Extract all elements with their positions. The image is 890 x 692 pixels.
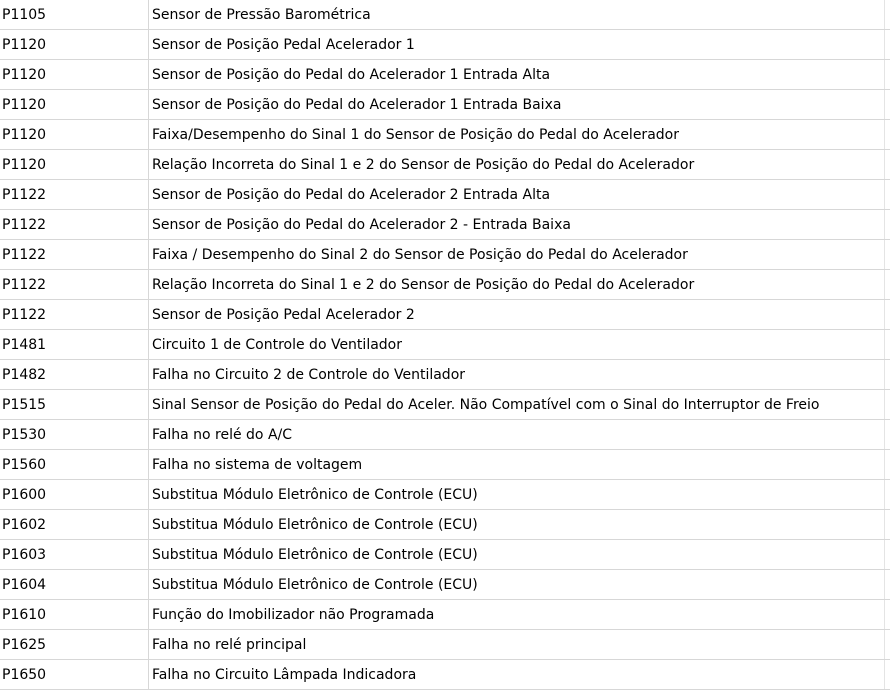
description-cell: Sensor de Posição do Pedal do Acelerador 2 - Entrada Baixa: [152, 217, 571, 233]
column-divider: [148, 270, 149, 299]
column-divider: [148, 510, 149, 539]
table-right-border: [884, 330, 885, 359]
table-row: [0, 90, 890, 120]
column-divider: [148, 630, 149, 659]
table-right-border: [884, 630, 885, 659]
description-cell: Sensor de Posição do Pedal do Acelerador 1 Entrada Baixa: [152, 97, 562, 113]
table-row: [0, 570, 890, 600]
code-cell: P1515: [2, 397, 47, 413]
description-cell: Sensor de Posição do Pedal do Acelerador 1 Entrada Alta: [152, 67, 551, 83]
table-row: [0, 660, 890, 690]
description-cell: Sensor de Posição Pedal Acelerador 1: [152, 37, 415, 53]
table-row: [0, 0, 890, 30]
description-cell: Sensor de Posição do Pedal do Acelerador 2 Entrada Alta: [152, 187, 551, 203]
column-divider: [148, 390, 149, 419]
code-cell: P1481: [2, 337, 47, 353]
column-divider: [148, 540, 149, 569]
table-right-border: [884, 450, 885, 479]
code-cell: P1122: [2, 187, 47, 203]
description-cell: Função do Imobilizador não Programada: [152, 607, 435, 623]
description-cell: Substitua Módulo Eletrônico de Controle (ECU): [152, 487, 478, 503]
code-cell: P1122: [2, 277, 47, 293]
table-row: [0, 330, 890, 360]
table-row: [0, 390, 890, 420]
description-cell: Faixa / Desempenho do Sinal 2 do Sensor de Posição do Pedal do Acelerador: [152, 247, 688, 263]
column-divider: [148, 60, 149, 89]
table-row: [0, 240, 890, 270]
code-cell: P1650: [2, 667, 47, 683]
description-cell: Substitua Módulo Eletrônico de Controle (ECU): [152, 577, 478, 593]
table-right-border: [884, 180, 885, 209]
code-cell: P1603: [2, 547, 47, 563]
column-divider: [148, 0, 149, 29]
description-cell: Falha no relé principal: [152, 637, 307, 653]
table-right-border: [884, 360, 885, 389]
code-cell: P1105: [2, 7, 47, 23]
table-right-border: [884, 90, 885, 119]
description-cell: Relação Incorreta do Sinal 1 e 2 do Sensor de Posição do Pedal do Acelerador: [152, 157, 695, 173]
code-cell: P1600: [2, 487, 47, 503]
table-row: [0, 270, 890, 300]
table-row: [0, 630, 890, 660]
code-cell: P1120: [2, 37, 47, 53]
column-divider: [148, 300, 149, 329]
table-right-border: [884, 120, 885, 149]
code-cell: P1560: [2, 457, 47, 473]
code-cell: P1610: [2, 607, 47, 623]
description-cell: Substitua Módulo Eletrônico de Controle (ECU): [152, 517, 478, 533]
column-divider: [148, 480, 149, 509]
table-right-border: [884, 540, 885, 569]
column-divider: [148, 90, 149, 119]
table-right-border: [884, 300, 885, 329]
column-divider: [148, 330, 149, 359]
table-right-border: [884, 240, 885, 269]
table-right-border: [884, 600, 885, 629]
table-row: [0, 600, 890, 630]
column-divider: [148, 30, 149, 59]
table-row: [0, 450, 890, 480]
description-cell: Relação Incorreta do Sinal 1 e 2 do Sensor de Posição do Pedal do Acelerador: [152, 277, 695, 293]
code-cell: P1625: [2, 637, 47, 653]
code-cell: P1530: [2, 427, 47, 443]
column-divider: [148, 180, 149, 209]
column-divider: [148, 150, 149, 179]
table-right-border: [884, 210, 885, 239]
code-cell: P1482: [2, 367, 47, 383]
code-cell: P1120: [2, 67, 47, 83]
description-cell: Falha no Circuito Lâmpada Indicadora: [152, 667, 417, 683]
table-row: [0, 150, 890, 180]
description-cell: Sinal Sensor de Posição do Pedal do Aceler. Não Compatível com o Sinal do Interruptor de Freio: [152, 397, 820, 413]
description-cell: Sensor de Pressão Barométrica: [152, 7, 371, 23]
code-cell: P1120: [2, 157, 47, 173]
table-row: [0, 420, 890, 450]
table-row: [0, 510, 890, 540]
table-right-border: [884, 510, 885, 539]
table-row: [0, 480, 890, 510]
column-divider: [148, 360, 149, 389]
description-cell: Circuito 1 de Controle do Ventilador: [152, 337, 402, 353]
column-divider: [148, 450, 149, 479]
table-right-border: [884, 420, 885, 449]
table-right-border: [884, 150, 885, 179]
table-row: [0, 60, 890, 90]
code-cell: P1122: [2, 307, 47, 323]
code-cell: P1122: [2, 247, 47, 263]
code-cell: P1602: [2, 517, 47, 533]
table-right-border: [884, 390, 885, 419]
description-cell: Substitua Módulo Eletrônico de Controle (ECU): [152, 547, 478, 563]
table-row: [0, 360, 890, 390]
column-divider: [148, 660, 149, 689]
table-right-border: [884, 270, 885, 299]
column-divider: [148, 600, 149, 629]
column-divider: [148, 210, 149, 239]
table-right-border: [884, 570, 885, 599]
table-right-border: [884, 660, 885, 689]
table-row: [0, 180, 890, 210]
description-cell: Falha no relé do A/C: [152, 427, 293, 443]
column-divider: [148, 240, 149, 269]
column-divider: [148, 120, 149, 149]
code-cell: P1122: [2, 217, 47, 233]
table-row: [0, 300, 890, 330]
description-cell: Sensor de Posição Pedal Acelerador 2: [152, 307, 415, 323]
column-divider: [148, 420, 149, 449]
table-row: [0, 540, 890, 570]
description-cell: Falha no Circuito 2 de Controle do Ventilador: [152, 367, 466, 383]
description-cell: Falha no sistema de voltagem: [152, 457, 363, 473]
table-row: [0, 30, 890, 60]
table-row: [0, 210, 890, 240]
table-right-border: [884, 0, 885, 29]
code-cell: P1120: [2, 97, 47, 113]
table-right-border: [884, 60, 885, 89]
column-divider: [148, 570, 149, 599]
table-right-border: [884, 30, 885, 59]
code-cell: P1604: [2, 577, 47, 593]
table-right-border: [884, 480, 885, 509]
code-cell: P1120: [2, 127, 47, 143]
description-cell: Faixa/Desempenho do Sinal 1 do Sensor de Posição do Pedal do Acelerador: [152, 127, 679, 143]
table-row: [0, 120, 890, 150]
